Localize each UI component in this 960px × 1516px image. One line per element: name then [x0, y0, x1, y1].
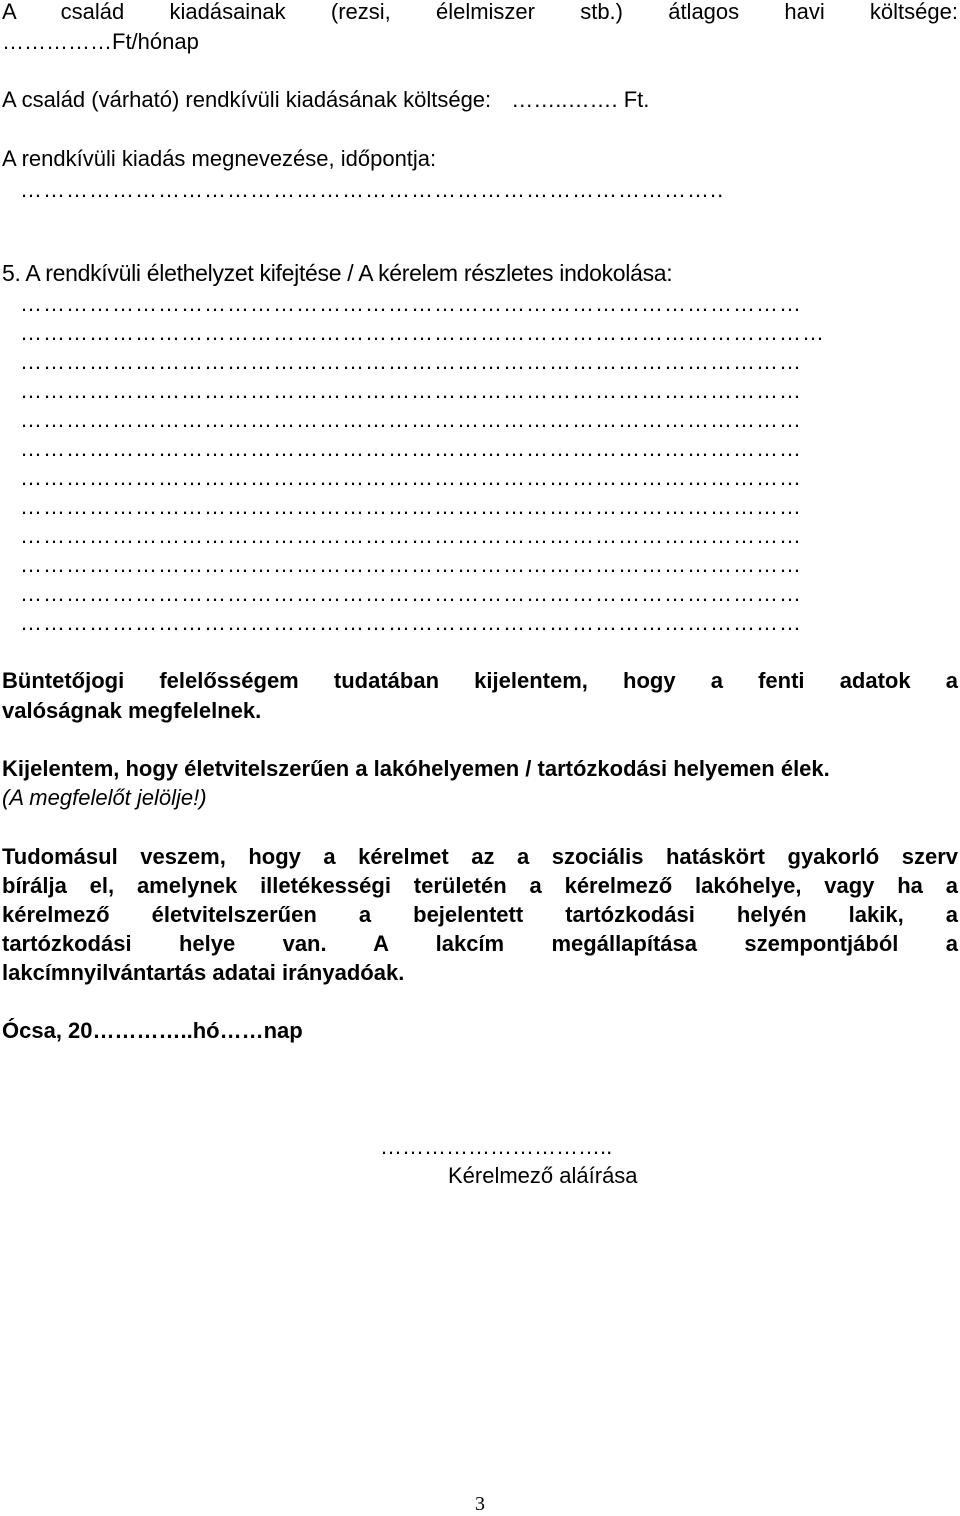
extra-desc-field[interactable]: ……………………………………………………………………………….. [20, 177, 725, 202]
page-number: 3 [475, 1493, 485, 1515]
reason-line[interactable]: ………………………………………………………………………………………… [20, 552, 802, 577]
reason-line[interactable]: ………………………………………………………………………………………… [20, 610, 802, 635]
extra-cost-field[interactable]: ……..……. Ft. [511, 87, 650, 112]
reason-line[interactable]: ………………………………………………………………………………………… [20, 407, 802, 432]
reason-line[interactable]: ………………………………………………………………………………………… [20, 349, 802, 374]
reason-line[interactable]: ………………………………………………………………………………………… [20, 494, 802, 519]
notice-line: bírálja el, amelynek illetékességi területén a kérelmező lakóhelye, vagy ha a [2, 873, 958, 898]
avg-monthly-cost-label: A család kiadásainak (rezsi, élelmiszer stb.) átlagos havi költsége: [2, 0, 958, 24]
avg-monthly-cost-field[interactable]: ……………Ft/hónap [2, 29, 199, 54]
notice-line: Tudomásul veszem, hogy a kérelmet az a szociális hatáskört gyakorló szerv [2, 844, 958, 869]
place-date-field[interactable]: Ócsa, 20…………..hó……nap [2, 1018, 303, 1043]
extra-desc-label: A rendkívüli kiadás megnevezése, időpontja: [2, 146, 437, 171]
extra-cost-label-text: A család (várható) rendkívüli kiadásának költsége: [2, 87, 492, 112]
notice-line: lakcímnyilvántartás adatai irányadóak. [2, 960, 405, 985]
section5-heading: 5. A rendkívüli élethelyzet kifejtése / A kérelem részletes indokolása: [2, 260, 673, 286]
reason-line[interactable]: ………………………………………………………………………………………… [20, 465, 802, 490]
reason-line[interactable]: ………………………………………………………………………………………… [20, 291, 802, 316]
notice-line: tartózkodási helye van. A lakcím megállapítása szempontjából a [2, 931, 958, 956]
reason-line[interactable]: ………………………………………………………………………………………… [20, 523, 802, 548]
criminal-liability-statement-cont: valóságnak megfelelnek. [2, 698, 262, 723]
signature-label: Kérelmező aláírása [448, 1163, 638, 1188]
reason-line[interactable]: ………………………………………………………………………………………… [20, 581, 802, 606]
reason-line[interactable]: ………………………………………………………………………………………… [20, 378, 802, 403]
extra-cost-label [2, 87, 649, 113]
reason-line[interactable]: ………………………………………………………………………………………… [20, 436, 802, 461]
signature-line[interactable]: ………………………….. [380, 1134, 613, 1159]
reason-line[interactable]: …………………………………………………………………………………………… [20, 320, 825, 345]
criminal-liability-statement: Büntetőjogi felelősségem tudatában kijelentem, hogy a fenti adatok a [2, 668, 958, 693]
residence-statement[interactable]: Kijelentem, hogy életvitelszerűen a lakóhelyemen / tartózkodási helyemen élek. [2, 756, 830, 781]
notice-line: kérelmező életvitelszerűen a bejelentett tartózkodási helyén lakik, a [2, 902, 958, 927]
residence-note: (A megfelelőt jelölje!) [2, 785, 207, 810]
